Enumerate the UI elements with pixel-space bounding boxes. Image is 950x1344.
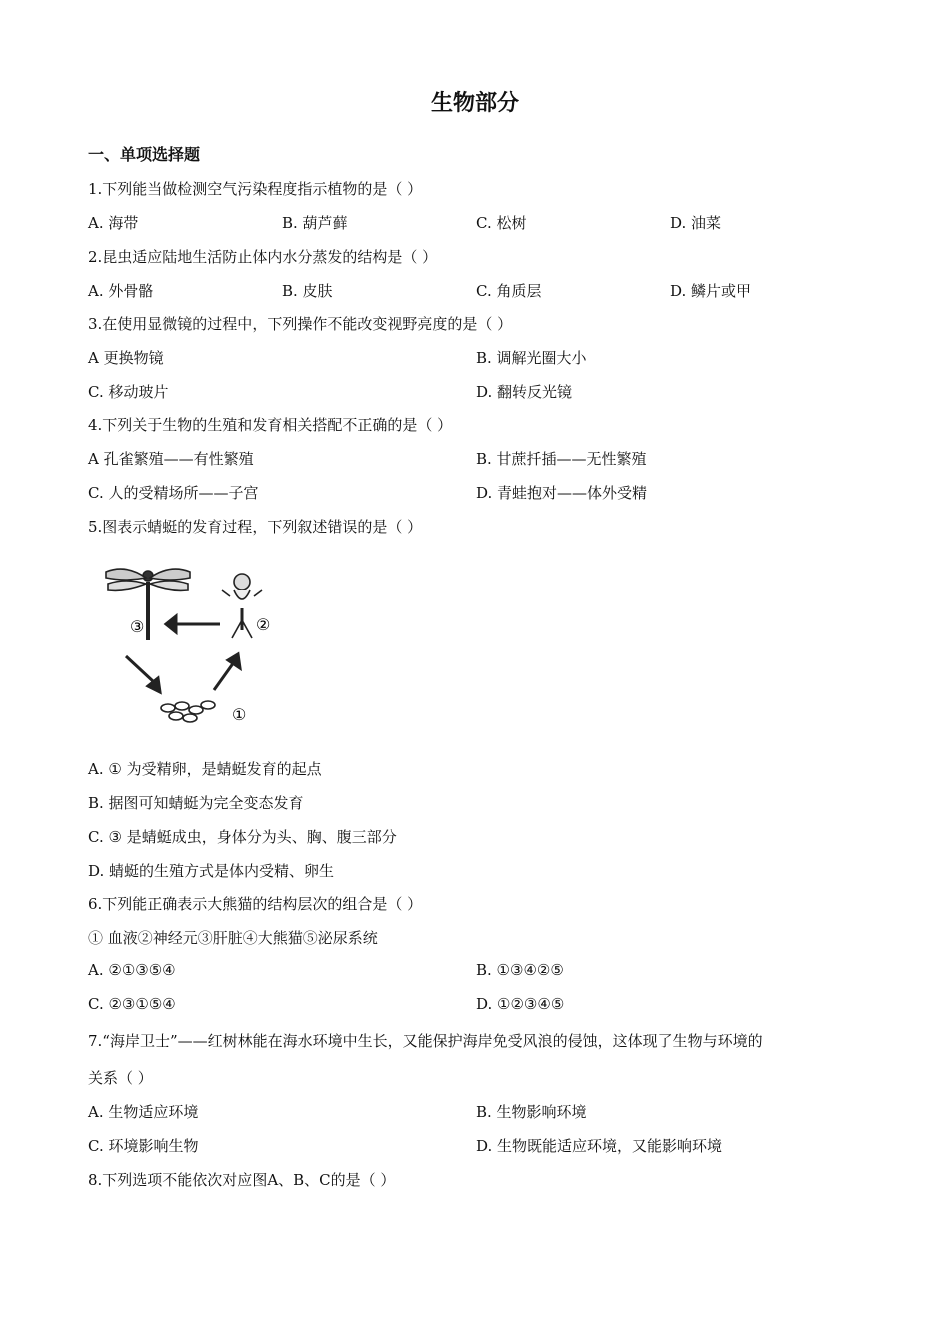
- q7-option-a: A. 生物适应环境: [88, 1103, 199, 1121]
- q7-stem-line1: 7.“海岸卫士”——红树林能在海水环境中生长，又能保护海岸免受风浪的侵蚀，这体现了生物与环境的: [88, 1032, 763, 1050]
- q1-option-a: A. 海带: [88, 214, 139, 232]
- q4-stem: 4.下列关于生物的生殖和发育相关搭配不正确的是（ ）: [88, 416, 453, 434]
- q4-option-c: C. 人的受精场所——子宫: [88, 484, 259, 502]
- q1-option-c: C. 松树: [476, 214, 527, 232]
- q5-option-d: D. 蜻蜓的生殖方式是体内受精、卵生: [88, 862, 335, 880]
- q2-option-b: B. 皮肤: [282, 282, 333, 300]
- q4-option-a: A 孔雀繁殖——有性繁殖: [88, 450, 254, 468]
- q4-option-d: D. 青蛙抱对——体外受精: [476, 484, 648, 502]
- dragonfly-life-cycle-figure: [96, 560, 286, 730]
- figure-label-2: ②: [256, 615, 271, 634]
- q1-stem: 1.下列能当做检测空气污染程度指示植物的是（ ）: [88, 180, 423, 198]
- q3-option-b: B. 调解光圈大小: [476, 349, 587, 367]
- q2-option-c: C. 角质层: [476, 282, 542, 300]
- q2-option-a: A. 外骨骼: [88, 282, 154, 300]
- q7-stem-line2: 关系（ ）: [88, 1069, 153, 1087]
- q2-stem: 2.昆虫适应陆地生活防止体内水分蒸发的结构是（ ）: [88, 248, 438, 266]
- figure-label-1: ①: [232, 705, 247, 724]
- q5-option-c: C. ③ 是蜻蜓成虫，身体分为头、胸、腹三部分: [88, 828, 397, 846]
- q7-option-c: C. 环境影响生物: [88, 1137, 199, 1155]
- q1-option-b: B. 葫芦藓: [282, 214, 348, 232]
- q6-option-b: B. ①③④②⑤: [476, 961, 564, 979]
- q6-option-c: C. ②③①⑤④: [88, 995, 176, 1013]
- q3-stem: 3.在使用显微镜的过程中，下列操作不能改变视野亮度的是（ ）: [88, 315, 513, 333]
- q3-option-d: D. 翻转反光镜: [476, 383, 573, 401]
- q5-option-b: B. 据图可知蜻蜓为完全变态发育: [88, 794, 304, 812]
- q3-option-a: A 更换物镜: [88, 349, 164, 367]
- q6-items: ① 血液②神经元③肝脏④大熊猫⑤泌尿系统: [88, 929, 378, 947]
- q6-option-a: A. ②①③⑤④: [88, 961, 176, 979]
- eggs-drawing: [161, 701, 215, 722]
- q7-option-b: B. 生物影响环境: [476, 1103, 587, 1121]
- q1-option-d: D. 油菜: [670, 214, 722, 232]
- page-title: 生物部分: [430, 91, 519, 116]
- q6-option-d: D. ①②③④⑤: [476, 995, 565, 1013]
- q7-option-d: D. 生物既能适应环境，又能影响环境: [476, 1137, 723, 1155]
- section-heading: 一、单项选择题: [88, 145, 201, 164]
- q4-option-b: B. 甘蔗扦插——无性繁殖: [476, 450, 647, 468]
- q5-option-a: A. ① 为受精卵，是蜻蜓发育的起点: [88, 760, 322, 778]
- q2-option-d: D. 鳞片或甲: [670, 282, 752, 300]
- figure-label-3: ③: [130, 617, 145, 636]
- q3-option-c: C. 移动玻片: [88, 383, 169, 401]
- q6-stem: 6.下列能正确表示大熊猫的结构层次的组合是（ ）: [88, 895, 423, 913]
- q5-stem: 5.图表示蜻蜓的发育过程，下列叙述错误的是（ ）: [88, 518, 423, 536]
- q8-stem: 8.下列选项不能依次对应图A、B、C的是（ ）: [88, 1171, 396, 1189]
